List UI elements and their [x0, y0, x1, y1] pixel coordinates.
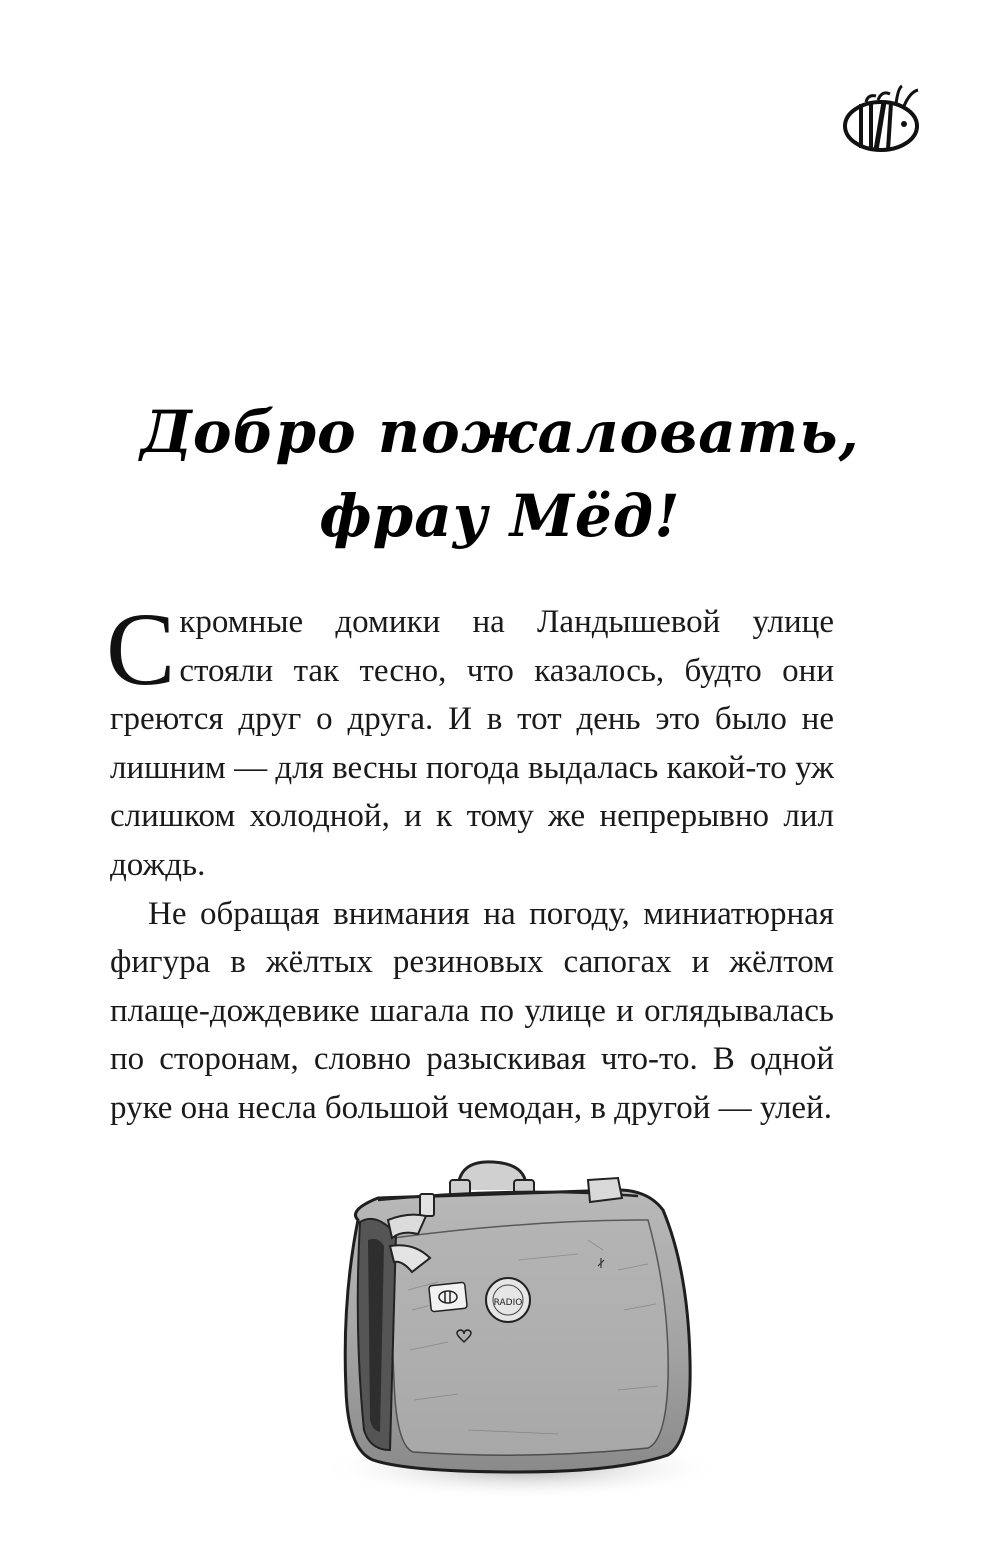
- bee-icon: [838, 82, 924, 154]
- radio-sticker: [486, 1278, 530, 1322]
- paragraph-1: [106, 592, 834, 890]
- body-text: [106, 592, 834, 1133]
- radio-sticker-text: RADIO: [493, 1298, 523, 1308]
- chapter-title-line2: фрау Мёд!: [319, 482, 681, 550]
- paragraph-2: Не обращая внимания на погоду, миниатюрная фигура в жёлтых резиновых сапогах и жёлтом плаще-дождевике шагала по улице и оглядывалась по сторонам, словно разыскивая что-то. В одной руке она несла большой чемодан, в другой — улей.: [110, 895, 834, 1126]
- drop-cap: С: [106, 592, 176, 707]
- paragraph-1-text: кромные домики на Ландышевой улице стояли так тесно, что казалось, будто они греются друг о друга. И в тот день это было не лишним — для весны погода выдалась какой-то уж слишком холодной, и к тому же непрерывно лил дождь.: [110, 604, 834, 883]
- chapter-title-line1: Добро пожаловать,: [140, 398, 860, 466]
- chapter-title: [60, 390, 940, 558]
- bee-sticker: [429, 1282, 468, 1312]
- suitcase-illustration: [318, 1150, 738, 1505]
